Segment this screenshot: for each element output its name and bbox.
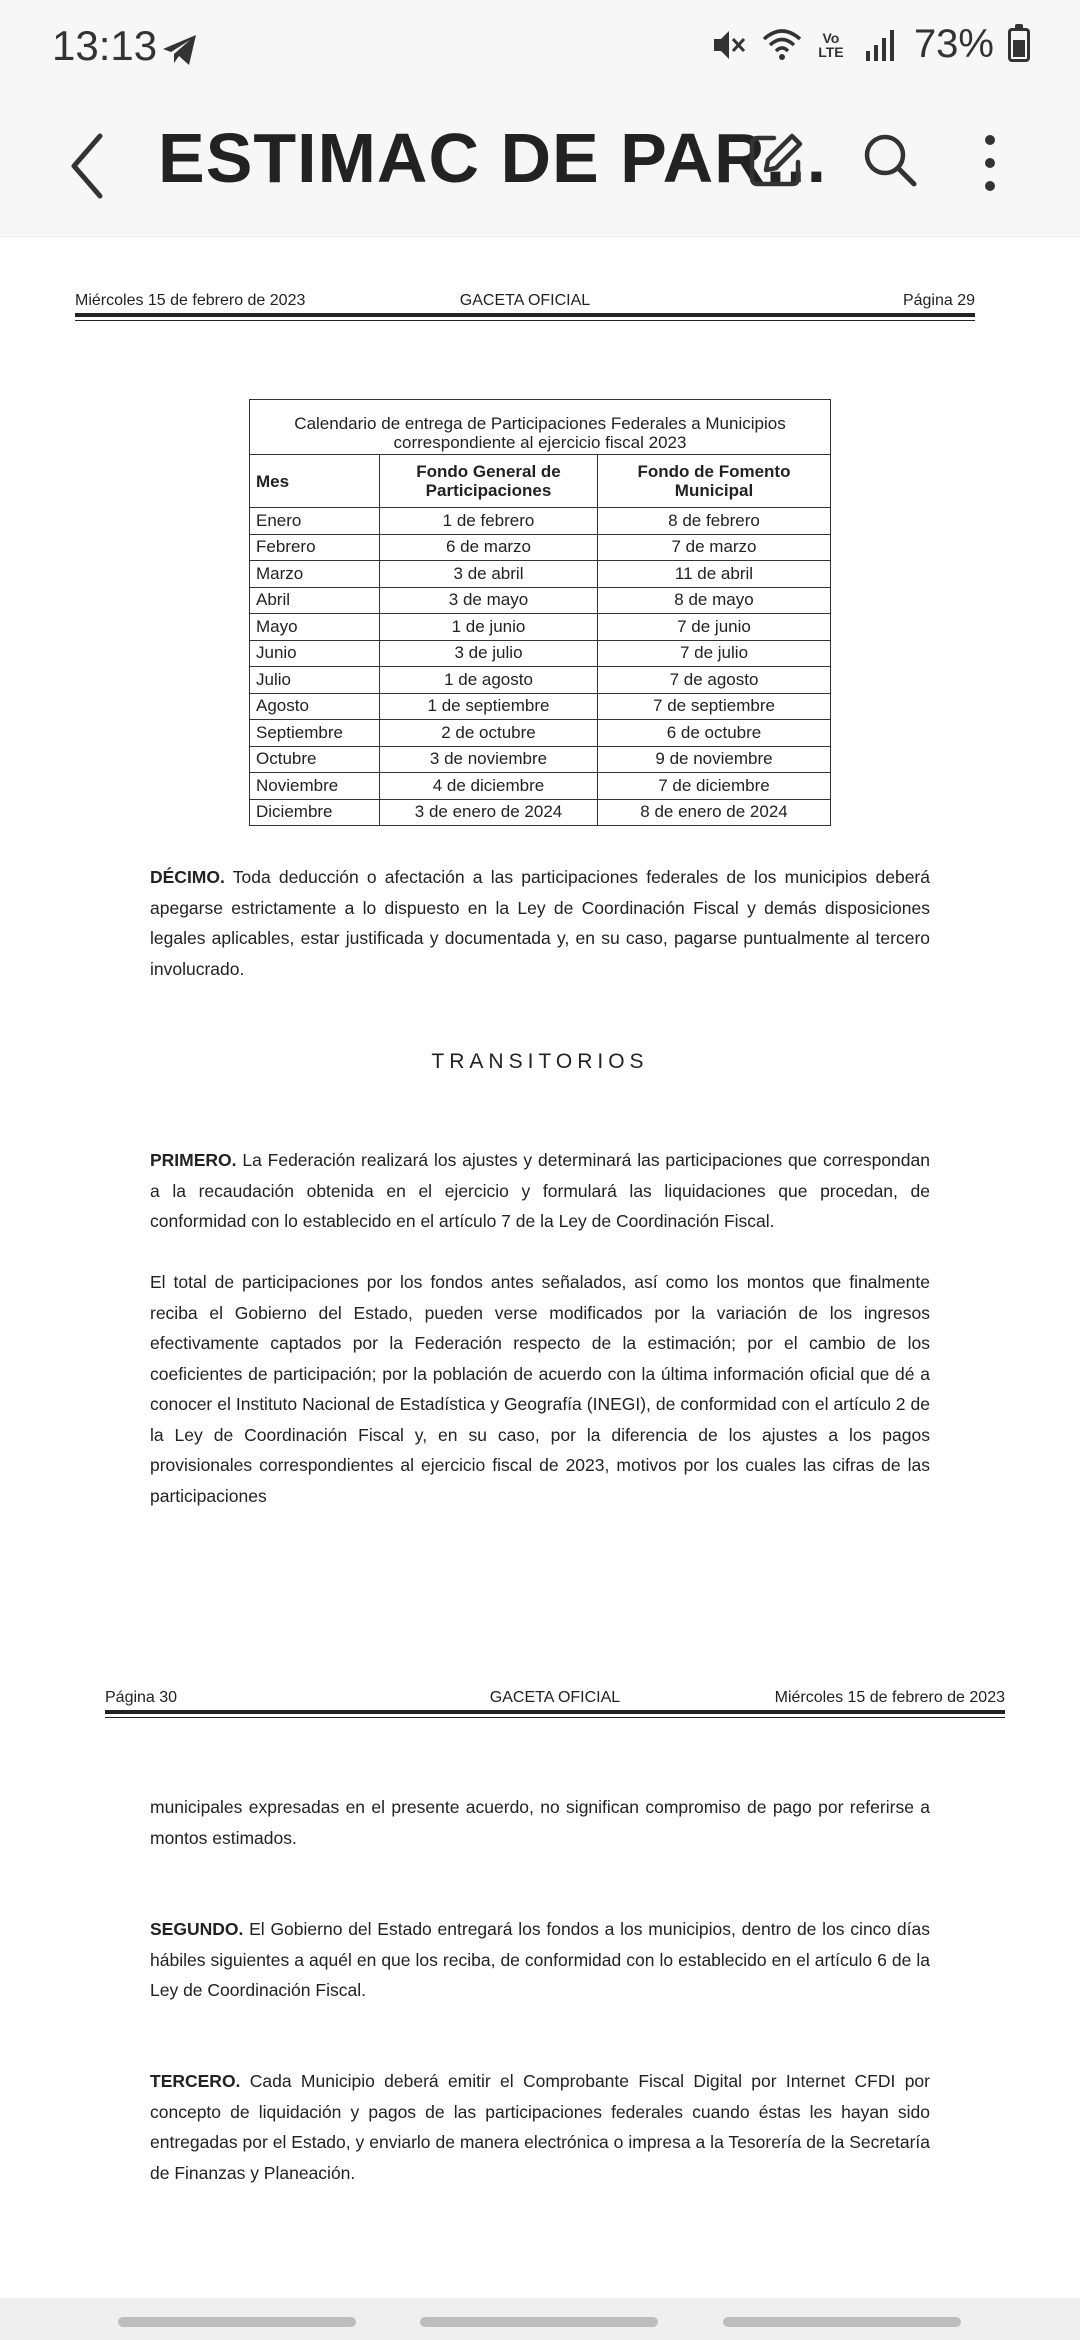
cell-fondo-general: 1 de junio (380, 614, 598, 641)
transitorios-heading: TRANSITORIOS (431, 1050, 649, 1073)
cell-fondo-fomento: 7 de diciembre (598, 773, 831, 800)
total-paragraph: El total de participaciones por los fondos antes señalados, así como los montos que finalmente reciba el Gobierno del Estado, pueden verse modificados por la variación de los ingresos efectivamente captados por la Federación respecto de la estimación; por el cambio de los coeficientes de participación; por la población de acuerdo con la última información oficial que dé a conocer el Instituto Nacional de Estadística y Geografía (INEGI), de conformidad con el artículo 2 de la Ley de Coordinación Fiscal y, en su caso, por la diferencia de los ajustes a los pagos provisionales correspondientes al ejercicio fiscal de 2023, motivos por los cuales las cifras de las participaciones (150, 1272, 930, 1506)
wifi-icon (762, 25, 802, 65)
header-gazette: GACETA OFICIAL (489, 1689, 621, 1706)
cell-fondo-general: 1 de agosto (380, 667, 598, 694)
decimo-paragraph (150, 862, 930, 984)
header-fondo-general: Fondo General de Participaciones (380, 455, 598, 508)
cell-fondo-fomento: 6 de octubre (598, 720, 831, 747)
cell-mes: Diciembre (250, 799, 380, 826)
header-date: Miércoles 15 de febrero de 2023 (75, 292, 306, 309)
header-gazette: GACETA OFICIAL (459, 292, 591, 309)
tercero-text: Cada Municipio deberá emitir el Comprobante Fiscal Digital por Internet CFDI por concepto de liquidación y pagos de las participaciones federales cuando éstas les hayan sido entregadas por el Estado, y enviarlo de manera electrónica o impresa a la Tesorería de la Secretaría de Finanzas y Planeación. (150, 2071, 930, 2183)
decimo-text: Toda deducción o afectación a las participaciones federales de los municipios deberá apegarse estrictamente a lo dispuesto en la Ley de Coordinación Fiscal y demás disposiciones legales aplicables, estar justificada y documentada y, en su caso, pagarse puntualmente al tercero involucrado. (150, 867, 930, 979)
app-bar (0, 100, 1080, 237)
header-page-number: Página 30 (105, 1689, 178, 1706)
cell-fondo-fomento: 7 de julio (598, 640, 831, 667)
table-row (250, 614, 831, 641)
battery-percent: 73% (913, 22, 994, 66)
cell-fondo-fomento: 8 de mayo (598, 587, 831, 614)
cell-mes: Octubre (250, 746, 380, 773)
cell-mes: Julio (250, 667, 380, 694)
cell-fondo-general: 3 de mayo (380, 587, 598, 614)
tercero-paragraph (150, 2066, 930, 2188)
table-row (250, 640, 831, 667)
signal-icon (860, 25, 900, 65)
table-caption: Calendario de entrega de Participaciones Federales a Municipios correspondiente al ejercicio fiscal 2023 (250, 400, 831, 455)
cell-fondo-general: 2 de octubre (380, 720, 598, 747)
header-page-number: Página 29 (902, 292, 975, 309)
header-fondo-fomento: Fondo de Fomento Municipal (598, 455, 831, 508)
cell-mes: Enero (250, 508, 380, 535)
cell-mes: Mayo (250, 614, 380, 641)
table-row (250, 746, 831, 773)
primero-paragraph (150, 1145, 930, 1237)
segundo-label: SEGUNDO. (150, 1919, 244, 1939)
more-vert-icon[interactable] (970, 128, 1010, 198)
edit-icon[interactable] (746, 130, 806, 190)
table-row (250, 561, 831, 588)
cell-fondo-fomento: 11 de abril (598, 561, 831, 588)
cell-fondo-general: 4 de diciembre (380, 773, 598, 800)
table-row (250, 693, 831, 720)
cell-fondo-fomento: 7 de marzo (598, 534, 831, 561)
segundo-paragraph (150, 1914, 930, 2006)
cell-fondo-general: 3 de enero de 2024 (380, 799, 598, 826)
search-icon[interactable] (860, 130, 920, 190)
status-bar (0, 0, 1080, 100)
tercero-label: TERCERO. (150, 2071, 241, 2091)
network-type: Vo LTE (818, 29, 844, 60)
header-date: Miércoles 15 de febrero de 2023 (774, 1689, 1005, 1706)
cell-fondo-general: 1 de febrero (380, 508, 598, 535)
table-row (250, 587, 831, 614)
document-title: ESTIMAC DE PAR... (158, 119, 828, 197)
cell-fondo-general: 3 de noviembre (380, 746, 598, 773)
battery-icon (1008, 28, 1030, 62)
cell-mes: Noviembre (250, 773, 380, 800)
primero-text: La Federación realizará los ajustes y determinará las participaciones que correspondan a la recaudación obtenida en el ejercicio y formulará las liquidaciones que procedan, de conformidad con lo establecido en el artículo 7 de la Ley de Coordinación Fiscal. (150, 1150, 930, 1231)
decimo-label: DÉCIMO. (150, 867, 225, 887)
nav-recent-apps[interactable] (118, 2317, 356, 2327)
header-mes: Mes (250, 455, 380, 508)
cell-fondo-general: 3 de julio (380, 640, 598, 667)
table-row (250, 667, 831, 694)
header-divider-thin (105, 1717, 1005, 1718)
table-row (250, 773, 831, 800)
table-row (250, 508, 831, 535)
header-divider (105, 1710, 1005, 1714)
back-arrow-icon[interactable] (62, 126, 116, 206)
table-header-row (250, 455, 831, 508)
mute-icon (708, 25, 748, 65)
cell-fondo-fomento: 7 de agosto (598, 667, 831, 694)
cell-mes: Marzo (250, 561, 380, 588)
cell-mes: Junio (250, 640, 380, 667)
segundo-text: El Gobierno del Estado entregará los fondos a los municipios, dentro de los cinco días hábiles siguientes a aquél en que los reciba, de conformidad con lo establecido en el artículo 6 de la Ley de Coordinación Fiscal. (150, 1919, 930, 2000)
cell-fondo-fomento: 9 de noviembre (598, 746, 831, 773)
cell-fondo-general: 1 de septiembre (380, 693, 598, 720)
status-time: 13:13 (52, 22, 158, 69)
cell-mes: Agosto (250, 693, 380, 720)
cell-fondo-fomento: 7 de junio (598, 614, 831, 641)
cell-fondo-fomento: 7 de septiembre (598, 693, 831, 720)
header-divider-thin (75, 320, 975, 321)
cell-fondo-general: 6 de marzo (380, 534, 598, 561)
nav-back[interactable] (723, 2317, 961, 2327)
status-icons (708, 22, 1030, 67)
header-divider (75, 313, 975, 317)
primero-label: PRIMERO. (150, 1150, 237, 1170)
continuation-paragraph: municipales expresadas en el presente acuerdo, no significan compromiso de pago por referirse a montos estimados. (150, 1797, 930, 1848)
telegram-icon (160, 30, 200, 70)
table-row (250, 720, 831, 747)
nav-home[interactable] (420, 2317, 658, 2327)
cell-mes: Abril (250, 587, 380, 614)
table-row (250, 799, 831, 826)
cell-fondo-fomento: 8 de enero de 2024 (598, 799, 831, 826)
cell-fondo-fomento: 8 de febrero (598, 508, 831, 535)
cell-mes: Septiembre (250, 720, 380, 747)
calendar-table (249, 399, 831, 826)
cell-mes: Febrero (250, 534, 380, 561)
cell-fondo-general: 3 de abril (380, 561, 598, 588)
table-row (250, 534, 831, 561)
